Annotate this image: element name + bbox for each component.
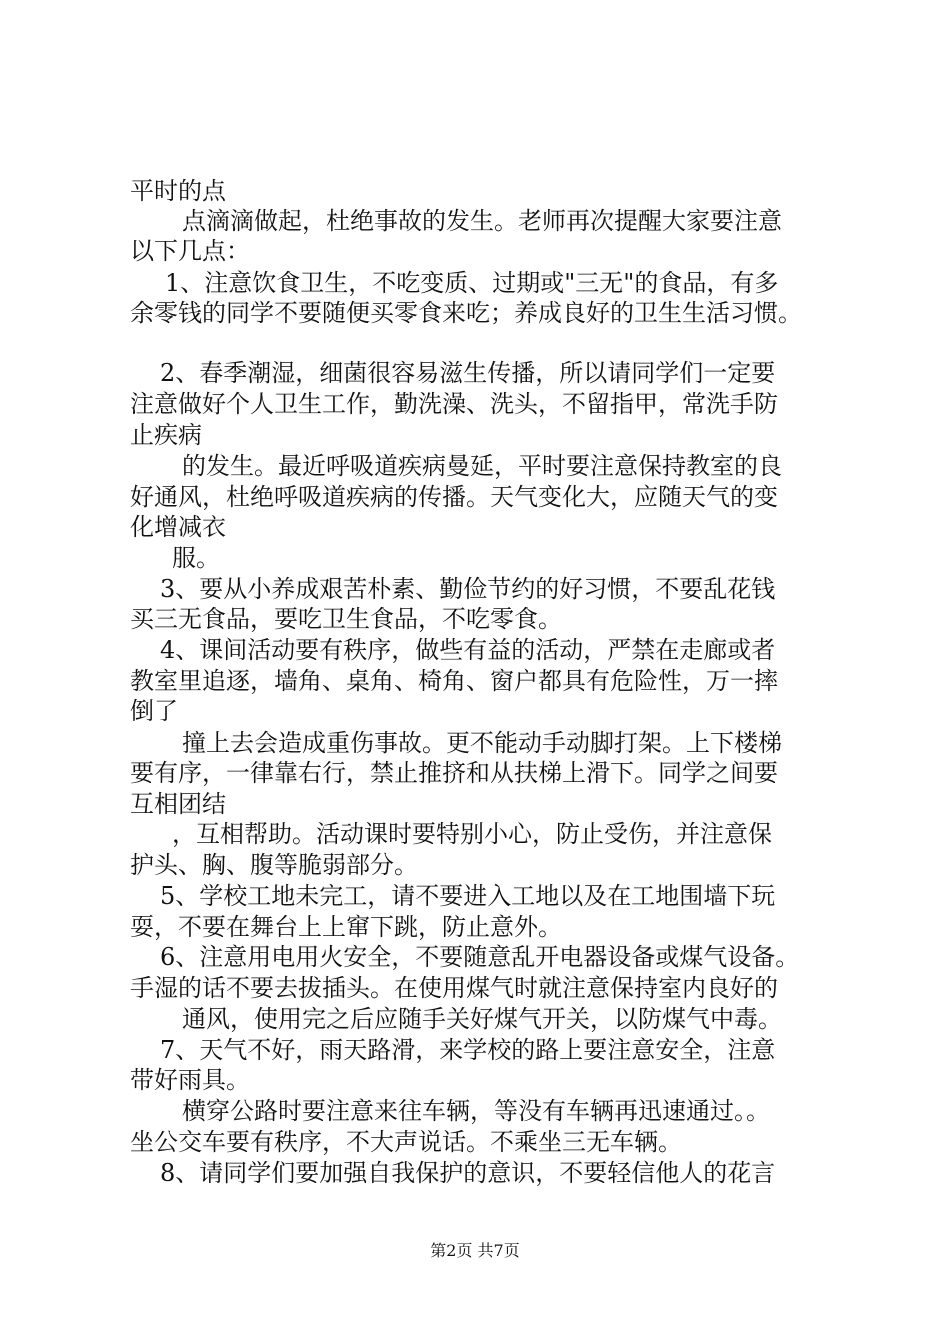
text-line: 2、春季潮湿，细菌很容易滋生传播，所以请同学们一定要 (160, 359, 776, 387)
text-line: 好通风，杜绝呼吸道疾病的传播。天气变化大，应随天气的变 (130, 483, 778, 511)
text-line: 4、课间活动要有秩序，做些有益的活动，严禁在走廊或者 (160, 636, 776, 664)
text-line: 余零钱的同学不要随便买零食来吃；养成良好的卫生生活习惯。 (130, 299, 802, 327)
text-line: 横穿公路时要注意来往车辆，等没有车辆再迅速通过。。 (182, 1097, 770, 1125)
page-number: 第2页 共7页 (430, 1241, 520, 1260)
text-line: 护头、胸、腹等脆弱部分。 (130, 851, 418, 879)
text-line: 倒了 (130, 697, 178, 725)
text-line: 服。 (172, 544, 220, 572)
text-line: 通风，使用完之后应随手关好煤气开关，以防煤气中毒。 (182, 1005, 782, 1033)
text-line: 注意做好个人卫生工作，勤洗澡、洗头，不留指甲，常洗手防 (130, 390, 778, 418)
text-line: 坐公交车要有秩序，不大声说话。不乘坐三无车辆。 (130, 1128, 682, 1156)
text-line: 1、注意饮食卫生，不吃变质、过期或"三无"的食品，有多 (165, 269, 779, 297)
text-line: 撞上去会造成重伤事故。更不能动手动脚打架。上下楼梯 (182, 729, 782, 757)
text-line: 的发生。最近呼吸道疾病曼延，平时要注意保持教室的良 (182, 452, 782, 480)
text-line: 带好雨具。 (130, 1066, 250, 1094)
text-line: 平时的点 (130, 177, 226, 205)
text-line: 互相团结 (130, 790, 226, 818)
text-line: 5、学校工地未完工，请不要进入工地以及在工地围墙下玩 (160, 882, 776, 910)
text-line: 点滴滴做起，杜绝事故的发生。老师再次提醒大家要注意 (182, 207, 782, 235)
text-line: ，互相帮助。活动课时要特别小心，防止受伤，并注意保 (172, 820, 772, 848)
text-line: 8、请同学们要加强自我保护的意识，不要轻信他人的花言 (160, 1159, 776, 1187)
text-line: 教室里追逐，墙角、桌角、椅角、窗户都具有危险性，万一摔 (130, 667, 778, 695)
text-line: 手湿的话不要去拔插头。在使用煤气时就注意保持室内良好的 (130, 974, 778, 1002)
text-line: 买三无食品，要吃卫生食品，不吃零食。 (130, 605, 562, 633)
text-line: 3、要从小养成艰苦朴素、勤俭节约的好习惯，不要乱花钱 (160, 575, 776, 603)
text-line: 化增减衣 (130, 513, 226, 541)
text-line: 7、天气不好，雨天路滑，来学校的路上要注意安全，注意 (160, 1036, 776, 1064)
text-line: 要有序，一律靠右行，禁止推挤和从扶梯上滑下。同学之间要 (130, 759, 778, 787)
text-line: 止疾病 (130, 421, 202, 449)
text-line: 6、注意用电用火安全，不要随意乱开电器设备或煤气设备。 (160, 943, 800, 971)
text-line: 以下几点： (130, 237, 250, 265)
text-line: 耍，不要在舞台上上窜下跳，防止意外。 (130, 913, 562, 941)
